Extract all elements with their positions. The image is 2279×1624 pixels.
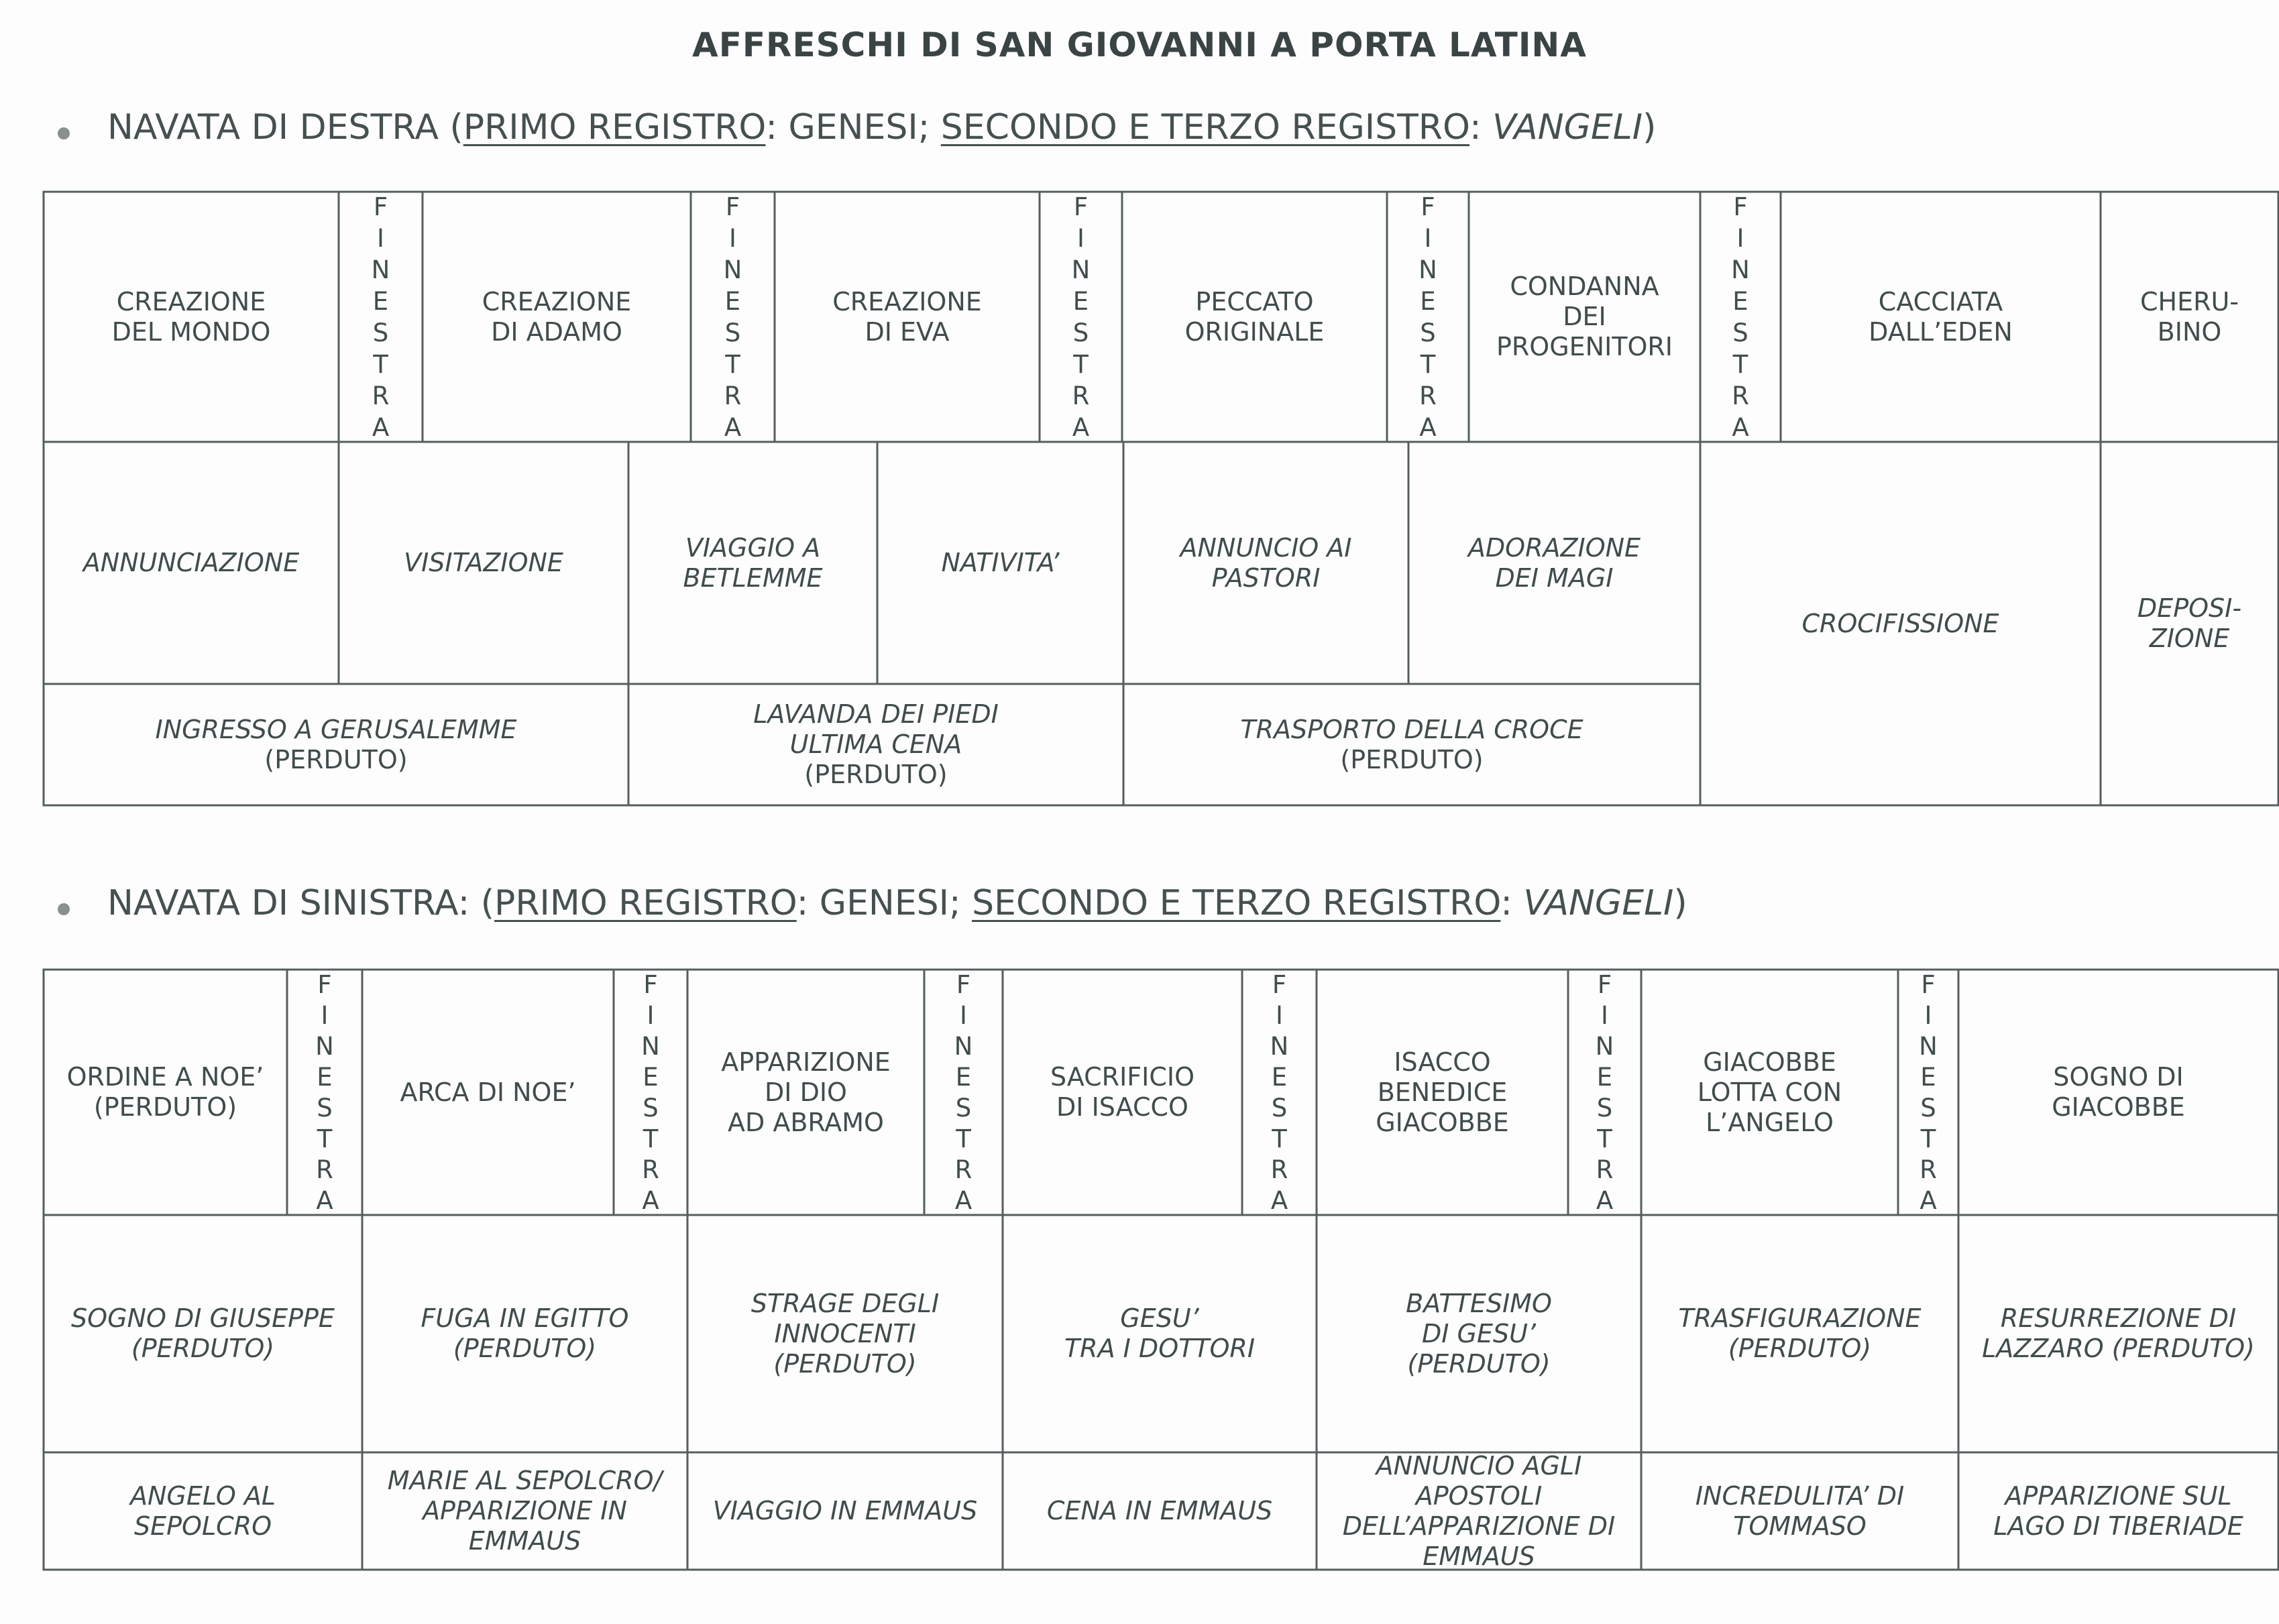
- heading-text: : GENESI;: [796, 883, 972, 923]
- window-letter: S: [643, 1094, 659, 1122]
- fresco-label: ANNUNCIO AGLI APOSTOLI DELL’APPARIZIONE DI EMMAUS: [1342, 1450, 1616, 1571]
- fresco-cell: [44, 970, 287, 1215]
- fresco-label: CROCIFISSIONE: [1801, 608, 1999, 638]
- window-letter: S: [317, 1094, 333, 1122]
- window-letter: R: [1270, 1155, 1288, 1184]
- fresco-label: CREAZIONE DI EVA: [832, 286, 982, 347]
- window-letter: A: [1072, 413, 1090, 442]
- fresco-label: DEPOSI- ZIONE: [2137, 593, 2242, 653]
- fresco-label: CONDANNA DEI PROGENITORI: [1496, 272, 1673, 361]
- window-letter: S: [724, 318, 741, 347]
- fresco-label: ANNUNCIO AI PASTORI: [1180, 532, 1352, 593]
- fresco-label: APPARIZIONE DI DIO AD ABRAMO: [721, 1047, 891, 1137]
- window-letter: F: [1421, 192, 1435, 221]
- window-letter: R: [372, 382, 390, 410]
- window-letter: T: [373, 350, 388, 379]
- window-letter: N: [1270, 1032, 1289, 1061]
- fresco-cell: [1958, 970, 2278, 1215]
- window-letter: E: [955, 1063, 972, 1092]
- right-nave-heading: [107, 107, 1656, 148]
- window-label: [1568, 970, 1641, 1215]
- fresco-cell: [1641, 1452, 1958, 1570]
- window-letter: N: [641, 1032, 660, 1061]
- fresco-label: APPARIZIONE SUL LAGO DI TIBERIADE: [1993, 1481, 2243, 1541]
- window-letter: E: [643, 1063, 659, 1092]
- window-letter: S: [372, 318, 389, 347]
- window-letter: T: [1420, 350, 1436, 379]
- window-letter: I: [321, 1001, 329, 1030]
- window-letter: A: [1419, 413, 1437, 442]
- window-label: [287, 970, 362, 1215]
- fresco-label: ANGELO AL SEPOLCRO: [129, 1481, 276, 1541]
- window-letter: F: [1272, 970, 1287, 999]
- heading-text: :: [1500, 883, 1524, 923]
- window-letter: R: [316, 1155, 333, 1184]
- fresco-cell: [362, 1452, 687, 1570]
- fresco-label: CREAZIONE DI ADAMO: [482, 286, 632, 347]
- window-letter: S: [1732, 318, 1748, 347]
- window-letter: F: [1921, 970, 1936, 999]
- window-letter: T: [1073, 350, 1089, 379]
- window-letter: E: [1920, 1063, 1936, 1092]
- window-letter: T: [725, 350, 740, 379]
- window-letter: S: [1420, 318, 1436, 347]
- window-label: [1242, 970, 1317, 1215]
- fresco-label: NATIVITA’: [941, 548, 1060, 577]
- heading-text: NAVATA DI DESTRA (: [107, 107, 463, 148]
- window-letter: A: [1270, 1186, 1288, 1215]
- window-letter: I: [729, 224, 736, 253]
- fresco-cell: [44, 1215, 362, 1452]
- fresco-cell: [1641, 1215, 1958, 1452]
- fresco-note: (PERDUTO): [1340, 744, 1484, 774]
- fresco-label: INGRESSO A GERUSALEMME: [155, 714, 517, 744]
- heading-register-1: PRIMO REGISTRO: [494, 883, 797, 923]
- fresco-label: ORDINE A NOE’ (PERDUTO): [66, 1062, 264, 1122]
- fresco-label: RESURREZIONE DI LAZZARO (PERDUTO): [1982, 1303, 2255, 1363]
- fresco-label: VISITAZIONE: [404, 548, 563, 577]
- window-letter: T: [1920, 1124, 1936, 1153]
- fresco-cell: [1958, 1452, 2278, 1570]
- fresco-cell: [1317, 970, 1568, 1215]
- fresco-label: VIAGGIO A BETLEMME: [683, 532, 823, 593]
- window-letter: A: [954, 1186, 972, 1215]
- fresco-label: PECCATO ORIGINALE: [1184, 286, 1325, 347]
- fresco-label: ISACCO BENEDICE GIACOBBE: [1376, 1047, 1509, 1137]
- fresco-label: CHERU- BINO: [2139, 286, 2239, 347]
- window-letter: F: [956, 970, 971, 999]
- fresco-label: SACRIFICIO DI ISACCO: [1050, 1062, 1194, 1122]
- window-letter: R: [1419, 382, 1437, 410]
- fresco-cell: [1317, 1452, 1641, 1570]
- fresco-label: ADORAZIONE DEI MAGI: [1467, 532, 1641, 593]
- fresco-cell: [339, 442, 628, 684]
- heading-text: :: [1469, 107, 1493, 148]
- window-letter: F: [643, 970, 658, 999]
- window-letter: R: [724, 382, 742, 410]
- fresco-label: CREAZIONE DEL MONDO: [111, 286, 271, 347]
- fresco-cell: [1408, 442, 1700, 684]
- window-letter: N: [1919, 1032, 1938, 1061]
- left-nave-heading: [107, 883, 1687, 923]
- window-label: [1700, 192, 1781, 442]
- window-letter: F: [725, 192, 740, 221]
- fresco-cell: [1958, 1215, 2278, 1452]
- window-letter: T: [643, 1124, 659, 1153]
- window-letter: N: [1071, 255, 1091, 284]
- fresco-label: GIACOBBE LOTTA CON L’ANGELO: [1697, 1047, 1842, 1137]
- window-letter: T: [1597, 1124, 1612, 1153]
- window-letter: N: [371, 255, 390, 284]
- fresco-cell: [1003, 970, 1242, 1215]
- window-letter: N: [315, 1032, 334, 1061]
- fresco-cell: [1641, 970, 1898, 1215]
- fresco-label: SOGNO DI GIUSEPPE (PERDUTO): [71, 1303, 335, 1363]
- window-letter: N: [1419, 255, 1437, 284]
- window-label: [691, 192, 775, 442]
- window-letter: I: [960, 1001, 967, 1030]
- window-letter: S: [1920, 1094, 1936, 1122]
- window-letter: I: [647, 1001, 655, 1030]
- fresco-label: ANNUNCIAZIONE: [82, 548, 300, 577]
- heading-register-2: SECONDO E TERZO REGISTRO: [972, 883, 1501, 923]
- fresco-label: CACCIATA DALL’EDEN: [1869, 286, 2013, 347]
- fresco-cell: [44, 684, 628, 805]
- fresco-cell: [775, 192, 1040, 442]
- window-letter: E: [317, 1063, 333, 1092]
- heading-text: : GENESI;: [765, 107, 941, 148]
- fresco-cell: [44, 442, 339, 684]
- fresco-cell: [1469, 192, 1700, 442]
- fresco-cell: [687, 1215, 1003, 1452]
- fresco-label: TRASFIGURAZIONE (PERDUTO): [1678, 1303, 1922, 1363]
- window-letter: E: [724, 287, 741, 316]
- window-letter: N: [1595, 1032, 1614, 1061]
- window-letter: E: [1271, 1063, 1288, 1092]
- window-label: [339, 192, 423, 442]
- fresco-label: TRASPORTO DELLA CROCE: [1240, 714, 1583, 744]
- fresco-cell: [877, 442, 1123, 684]
- heading-vangeli: VANGELI: [1492, 107, 1643, 148]
- window-label: [614, 970, 687, 1215]
- window-label: [924, 970, 1003, 1215]
- fresco-label: GESU’ TRA I DOTTORI: [1064, 1303, 1256, 1363]
- fresco-label: BATTESIMO DI GESU’ (PERDUTO): [1406, 1288, 1552, 1379]
- window-letter: T: [956, 1124, 971, 1153]
- window-letter: N: [723, 255, 742, 284]
- window-letter: T: [317, 1124, 333, 1153]
- window-letter: A: [372, 413, 390, 442]
- heading-text: ): [1643, 107, 1657, 148]
- fresco-note: (PERDUTO): [804, 760, 948, 789]
- window-letter: E: [1596, 1063, 1613, 1092]
- fresco-cell: [423, 192, 691, 442]
- window-letter: F: [1073, 192, 1089, 221]
- fresco-cell: [2101, 192, 2278, 442]
- fresco-cell: [1003, 1452, 1317, 1570]
- window-label: [1387, 192, 1469, 442]
- heading-register-1: PRIMO REGISTRO: [463, 107, 766, 148]
- page-title: AFFRESCHI DI SAN GIOVANNI A PORTA LATINA: [692, 25, 1587, 64]
- window-letter: E: [1732, 287, 1748, 316]
- bullet-icon: [58, 903, 70, 915]
- window-letter: F: [1733, 192, 1748, 221]
- window-letter: N: [954, 1032, 973, 1061]
- fresco-cell: [1003, 1215, 1317, 1452]
- bullet-icon: [58, 127, 70, 139]
- fresco-label: FUGA IN EGITTO (PERDUTO): [421, 1303, 629, 1363]
- fresco-cell: [362, 970, 614, 1215]
- window-label: [1898, 970, 1958, 1215]
- fresco-cell: [1317, 1215, 1641, 1452]
- fresco-cell: [687, 1452, 1003, 1570]
- window-letter: R: [642, 1155, 659, 1184]
- window-letter: E: [372, 287, 389, 316]
- window-letter: A: [1732, 413, 1749, 442]
- fresco-label: MARIE AL SEPOLCRO/ APPARIZIONE IN EMMAUS: [387, 1466, 663, 1556]
- window-letter: R: [1072, 382, 1090, 410]
- fresco-cell: [362, 1215, 687, 1452]
- fresco-label: CENA IN EMMAUS: [1046, 1496, 1273, 1525]
- heading-register-2: SECONDO E TERZO REGISTRO: [940, 107, 1470, 148]
- fresco-cell: [1700, 442, 2101, 805]
- fresco-label: SOGNO DI GIACOBBE: [2052, 1062, 2185, 1122]
- window-letter: E: [1072, 287, 1089, 316]
- window-letter: I: [1736, 224, 1744, 253]
- window-letter: I: [377, 224, 384, 253]
- window-letter: S: [1596, 1094, 1613, 1122]
- window-letter: R: [1596, 1155, 1614, 1184]
- fresco-cell: [2101, 442, 2278, 805]
- window-letter: F: [373, 192, 388, 221]
- window-letter: T: [1272, 1124, 1287, 1153]
- window-letter: F: [1597, 970, 1612, 999]
- window-letter: A: [1920, 1186, 1937, 1215]
- window-letter: E: [1420, 287, 1436, 316]
- window-label: [1040, 192, 1122, 442]
- window-letter: R: [1920, 1155, 1937, 1184]
- fresco-cell: [628, 684, 1123, 805]
- window-letter: I: [1077, 224, 1085, 253]
- heading-text: ): [1673, 883, 1687, 923]
- window-letter: R: [1732, 382, 1749, 410]
- window-letter: I: [1276, 1001, 1283, 1030]
- fresco-note: (PERDUTO): [264, 744, 408, 774]
- window-letter: S: [955, 1094, 972, 1122]
- window-letter: A: [642, 1186, 659, 1215]
- window-letter: A: [316, 1186, 333, 1215]
- fresco-label: STRAGE DEGLI INNOCENTI (PERDUTO): [751, 1288, 940, 1379]
- window-letter: F: [317, 970, 332, 999]
- heading-vangeli: VANGELI: [1523, 883, 1674, 923]
- fresco-label: INCREDULITA’ DI TOMMASO: [1695, 1481, 1905, 1541]
- window-letter: S: [1072, 318, 1089, 347]
- window-letter: I: [1601, 1001, 1608, 1030]
- fresco-cell: [628, 442, 877, 684]
- window-letter: S: [1271, 1094, 1288, 1122]
- window-letter: I: [1924, 1001, 1932, 1030]
- fresco-cell: [1781, 192, 2101, 442]
- fresco-cell: [1123, 684, 1700, 805]
- window-letter: A: [1596, 1186, 1614, 1215]
- fresco-label: VIAGGIO IN EMMAUS: [712, 1496, 978, 1525]
- heading-text: NAVATA DI SINISTRA: (: [107, 883, 495, 923]
- window-letter: R: [954, 1155, 972, 1184]
- window-letter: A: [724, 413, 742, 442]
- fresco-cell: [1122, 192, 1387, 442]
- fresco-cell: [44, 1452, 362, 1570]
- fresco-cell: [1123, 442, 1408, 684]
- fresco-label: LAVANDA DEI PIEDI ULTIMA CENA: [753, 699, 999, 759]
- fresco-cell: [687, 970, 924, 1215]
- fresco-cell: [44, 192, 339, 442]
- window-letter: N: [1731, 255, 1750, 284]
- window-letter: I: [1424, 224, 1432, 253]
- fresco-label: ARCA DI NOE’: [400, 1077, 576, 1107]
- window-letter: T: [1732, 350, 1748, 379]
